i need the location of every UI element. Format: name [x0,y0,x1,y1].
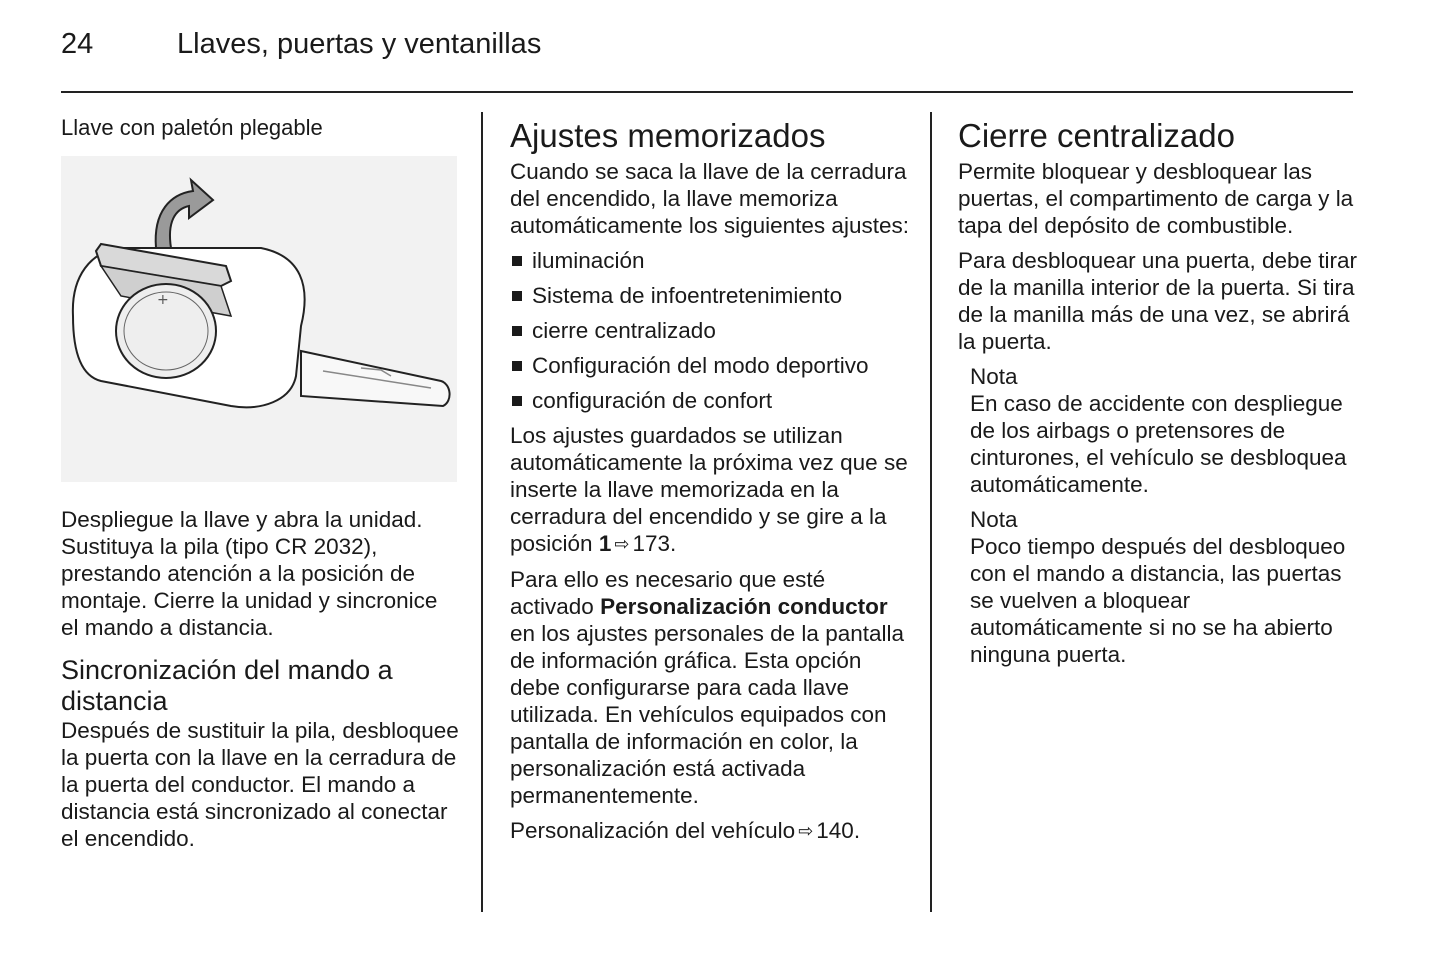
memorized-settings-list [510,247,910,414]
svg-text:+: + [157,292,169,308]
column-right [958,114,1358,676]
memorized-intro: Cuando se saca la llave de la cerradura del encendido, la llave memoriza automáticamente los siguientes ajustes: [510,159,909,238]
list-item: Configuración del modo deportivo [510,352,910,379]
battery-instructions: Despliegue la llave y abra la unidad. Sustituya la pila (tipo CR 2032), prestando atención a la posición de montaje. Cierre la unidad y sincronice el mando a distancia. [61,507,438,640]
note-text: En caso de accidente con despliegue de los airbags o pretensores de cinturones, el vehículo se desbloquea automáticamente. [970,391,1347,497]
key-battery-illustration-icon [61,156,457,482]
header-rule [61,91,1353,93]
sync-heading: Sincronización del mando a distancia [61,655,393,716]
page-number: 24 [61,28,94,60]
note-block [970,363,1358,498]
list-item: cierre centralizado [510,317,910,344]
saved-settings-paragraph [510,422,910,558]
column-divider-2 [930,112,932,912]
column-middle [510,114,910,853]
chapter-title: Llaves, puertas y ventanillas [177,28,542,60]
page-reference[interactable]: 173. [632,531,677,556]
page-reference-arrow-icon: ⇨ [798,821,814,841]
vehicle-personalization-label: Personalización del vehículo [510,818,796,843]
page-reference[interactable]: 140. [816,818,861,843]
note-text: Poco tiempo después del desbloqueo con el mando a distancia, las puertas se vuelven a bloquear automáticamente si no se ha abierto ninguna puerta. [970,534,1346,667]
unlock-door-paragraph: Para desbloquear una puerta, debe tirar de la manilla interior de la puerta. Si tira de la manilla más de una vez, se abrirá la puerta. [958,248,1358,354]
driver-personalization-label: Personalización conductor [600,594,888,619]
list-item: iluminación [510,247,910,274]
figure-caption: Llave con paletón plegable [61,115,323,140]
memorized-settings-heading: Ajustes memorizados [510,117,826,154]
column-left [61,114,461,860]
list-item: Sistema de infoentretenimiento [510,282,910,309]
page-header [61,28,1353,68]
position-value: 1 [598,531,612,556]
activation-paragraph [510,566,910,809]
list-item: configuración de confort [510,387,910,414]
saved-settings-text: Los ajustes guardados se utilizan automáticamente la próxima vez que se inserte la llave memorizada en la cerradura del encendido y se gire a la posición [510,423,908,556]
sync-instructions: Después de sustituir la pila, desbloquee la puerta con la llave en la cerradura de la puerta del conductor. El mando a distancia está sincronizado al conectar el encendido. [61,718,459,851]
note-title: Nota [970,507,1018,532]
note-title: Nota [970,364,1018,389]
vehicle-personalization-ref [510,817,910,845]
activation-text-b: en los ajustes personales de la pantalla de información gráfica. Esta opción debe configurarse para cada llave utilizada. En vehículos equipados con pantalla de información en color, la personalización está activada permanentemente. [510,621,905,808]
central-locking-intro: Permite bloquear y desbloquear las puertas, el compartimento de carga y la tapa del depósito de combustible. [958,159,1354,238]
page-reference-arrow-icon: ⇨ [614,534,630,554]
activation-text-a: Para ello es necesario que esté activado [510,567,826,619]
note-block [970,506,1358,668]
central-locking-heading: Cierre centralizado [958,117,1235,154]
column-divider-1 [481,112,483,912]
key-battery-figure [61,156,457,482]
